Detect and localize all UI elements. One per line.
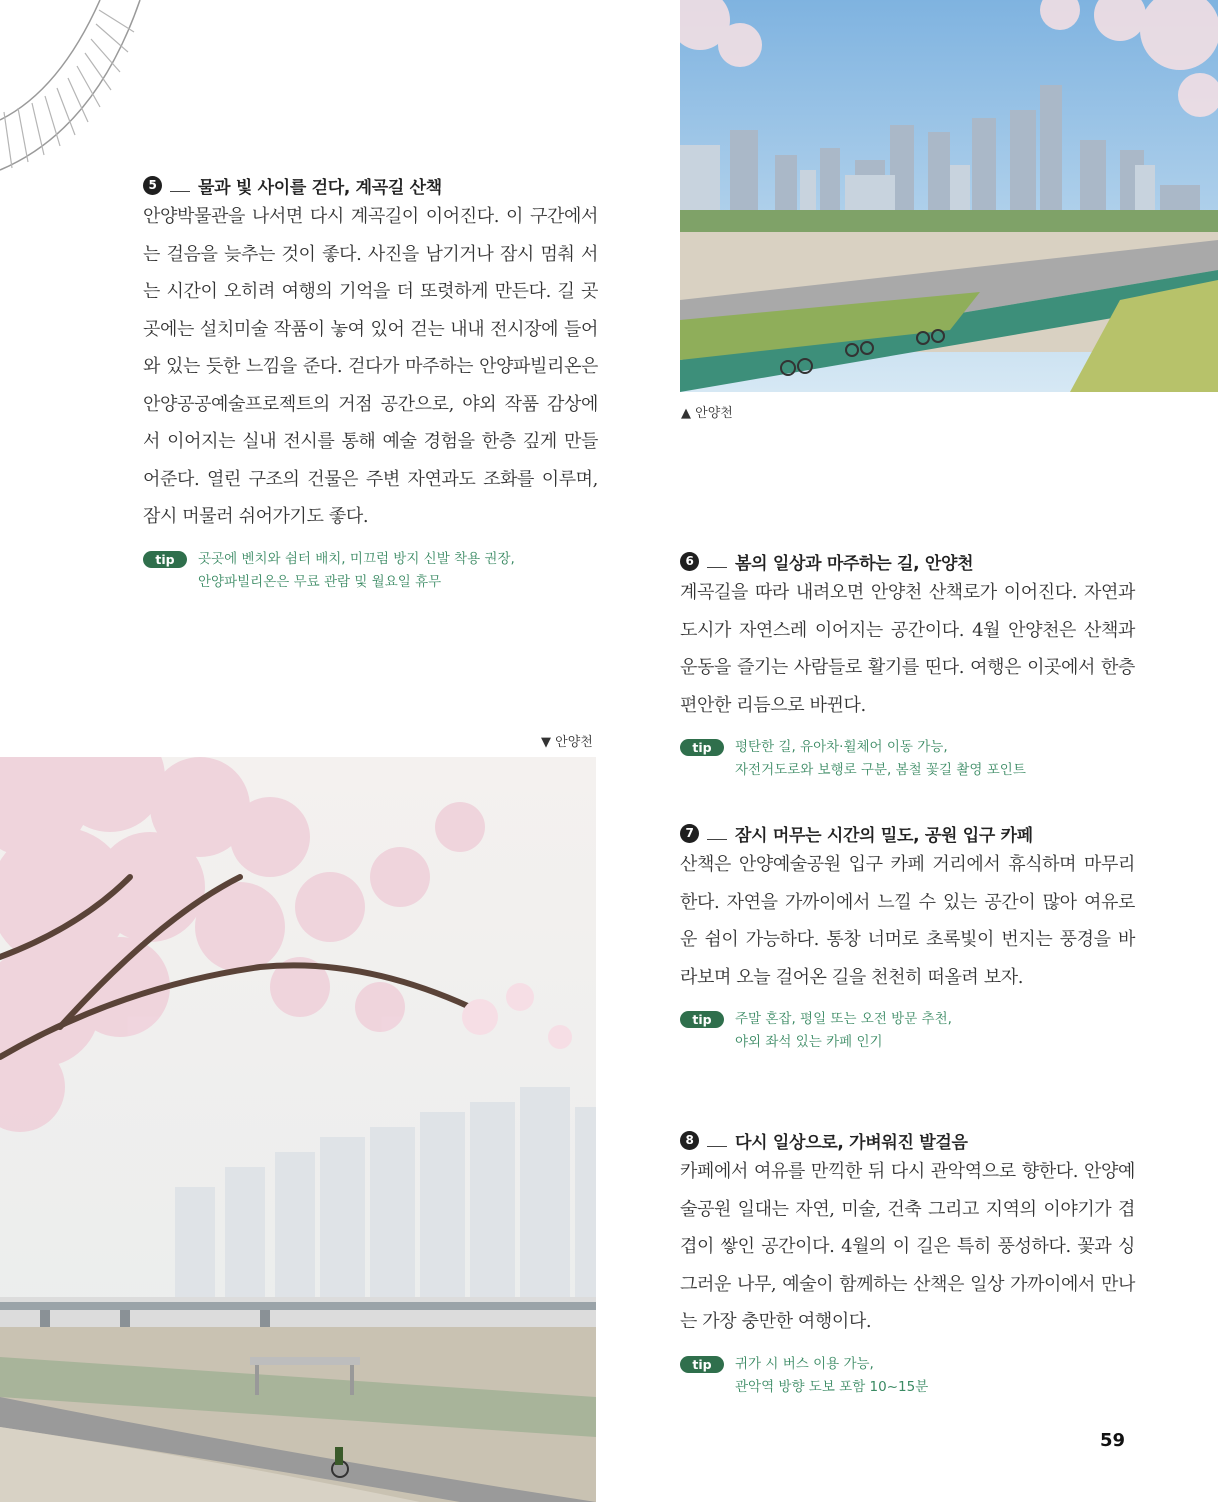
cherry-blossom-photo bbox=[0, 757, 596, 1502]
section-8-heading bbox=[680, 1127, 1135, 1153]
tip-line: 곳곳에 벤치와 쉼터 배치, 미끄럼 방지 신발 착용 권장, bbox=[198, 550, 515, 567]
section-6-tip bbox=[680, 736, 1135, 782]
section-number-badge: 6 bbox=[680, 552, 699, 571]
tip-line: 자전거도로와 보행로 구분, 봄철 꽃길 촬영 포인트 bbox=[735, 762, 1026, 778]
section-5 bbox=[143, 172, 598, 594]
page-number: 59 bbox=[1100, 1430, 1126, 1451]
section-8-body: 카페에서 여유를 만끽한 뒤 다시 관악역으로 향한다. 안양예술공원 일대는 자연, 미술, 건축 그리고 지역의 이야기가 겹겹이 쌓인 공간이다. 4월의 이 길은 특히 풍성하다. 꽃과 싱그러운 나무, 예술이 함께하는 산책은 일상 가까이에서 만나는 가장 충만한 여행이다. bbox=[680, 1161, 1135, 1332]
section-7 bbox=[680, 820, 1135, 1054]
section-7-body: 산책은 안양예술공원 입구 카페 거리에서 휴식하며 마무리한다. 자연을 가까이에서 느낄 수 있는 공간이 많아 여유로운 쉼이 가능하다. 통창 너머로 초록빛이 번지는 풍경을 바라보며 오늘 걸어온 길을 천천히 떠올려 보자. bbox=[680, 854, 1135, 988]
section-6 bbox=[680, 548, 1135, 782]
section-8 bbox=[680, 1127, 1135, 1399]
tip-badge: tip bbox=[680, 1011, 724, 1028]
section-5-tip bbox=[143, 548, 598, 594]
tip-line: 귀가 시 버스 이용 가능, bbox=[735, 1355, 874, 1372]
bottom-photo-caption: ▼ 안양천 bbox=[541, 735, 593, 750]
tip-badge: tip bbox=[143, 551, 187, 568]
section-5-title: 물과 빛 사이를 걷다, 계곡길 산책 bbox=[198, 177, 442, 198]
heading-dash bbox=[707, 827, 727, 840]
heading-dash bbox=[707, 555, 727, 568]
section-7-tip bbox=[680, 1008, 1135, 1054]
section-8-title: 다시 일상으로, 가벼워진 발걸음 bbox=[735, 1132, 968, 1153]
section-6-heading bbox=[680, 548, 1135, 574]
section-number-badge: 7 bbox=[680, 824, 699, 843]
section-5-body: 안양박물관을 나서면 다시 계곡길이 이어진다. 이 구간에서는 걸음을 늦추는 것이 좋다. 사진을 남기거나 잠시 멈춰 서는 시간이 오히려 여행의 기억을 더 또렷하게 만든다. 길 곳곳에는 설치미술 작품이 놓여 있어 걷는 내내 전시장에 들어와 있는 듯한 느낌을 준다. 걷다가 마주하는 안양파빌리온은 안양공공예술프로젝트의 거점 공간으로, 야외 작품 감상에서 이어지는 실내 전시를 통해 예술 경험을 한층 깊게 만들어준다. 열린 구조의 건물은 주변 자연과도 조화를 이루며, 잠시 머물러 쉬어가기도 좋다. bbox=[143, 206, 598, 527]
section-6-body: 계곡길을 따라 내려오면 안양천 산책로가 이어진다. 자연과 도시가 자연스레 이어지는 공간이다. 4월 안양천은 산책과 운동을 즐기는 사람들로 활기를 띤다. 여행은 이곳에서 한층 편안한 리듬으로 바뀐다. bbox=[680, 582, 1135, 716]
heading-dash bbox=[170, 179, 190, 192]
tip-line: 평탄한 길, 유아차·휠체어 이동 가능, bbox=[735, 739, 948, 755]
railway-decoration bbox=[0, 0, 160, 200]
section-number-badge: 8 bbox=[680, 1131, 699, 1150]
tip-line: 야외 좌석 있는 카페 인기 bbox=[735, 1034, 883, 1050]
section-8-tip bbox=[680, 1353, 1135, 1399]
section-number-badge: 5 bbox=[143, 176, 162, 195]
heading-dash bbox=[707, 1134, 727, 1147]
tip-line: 관악역 방향 도보 포함 10~15분 bbox=[735, 1378, 929, 1395]
section-7-heading bbox=[680, 820, 1135, 846]
anyangcheon-city-photo bbox=[680, 0, 1218, 392]
tip-badge: tip bbox=[680, 739, 724, 756]
section-5-heading bbox=[143, 172, 598, 198]
tip-badge: tip bbox=[680, 1356, 724, 1373]
section-7-title: 잠시 머무는 시간의 밀도, 공원 입구 카페 bbox=[735, 825, 1033, 846]
tip-line: 안양파빌리온은 무료 관람 및 월요일 휴무 bbox=[198, 573, 442, 590]
section-6-title: 봄의 일상과 마주하는 길, 안양천 bbox=[735, 553, 974, 574]
top-photo-caption: ▲ 안양천 bbox=[681, 406, 733, 421]
tip-line: 주말 혼잡, 평일 또는 오전 방문 추천, bbox=[735, 1011, 952, 1027]
